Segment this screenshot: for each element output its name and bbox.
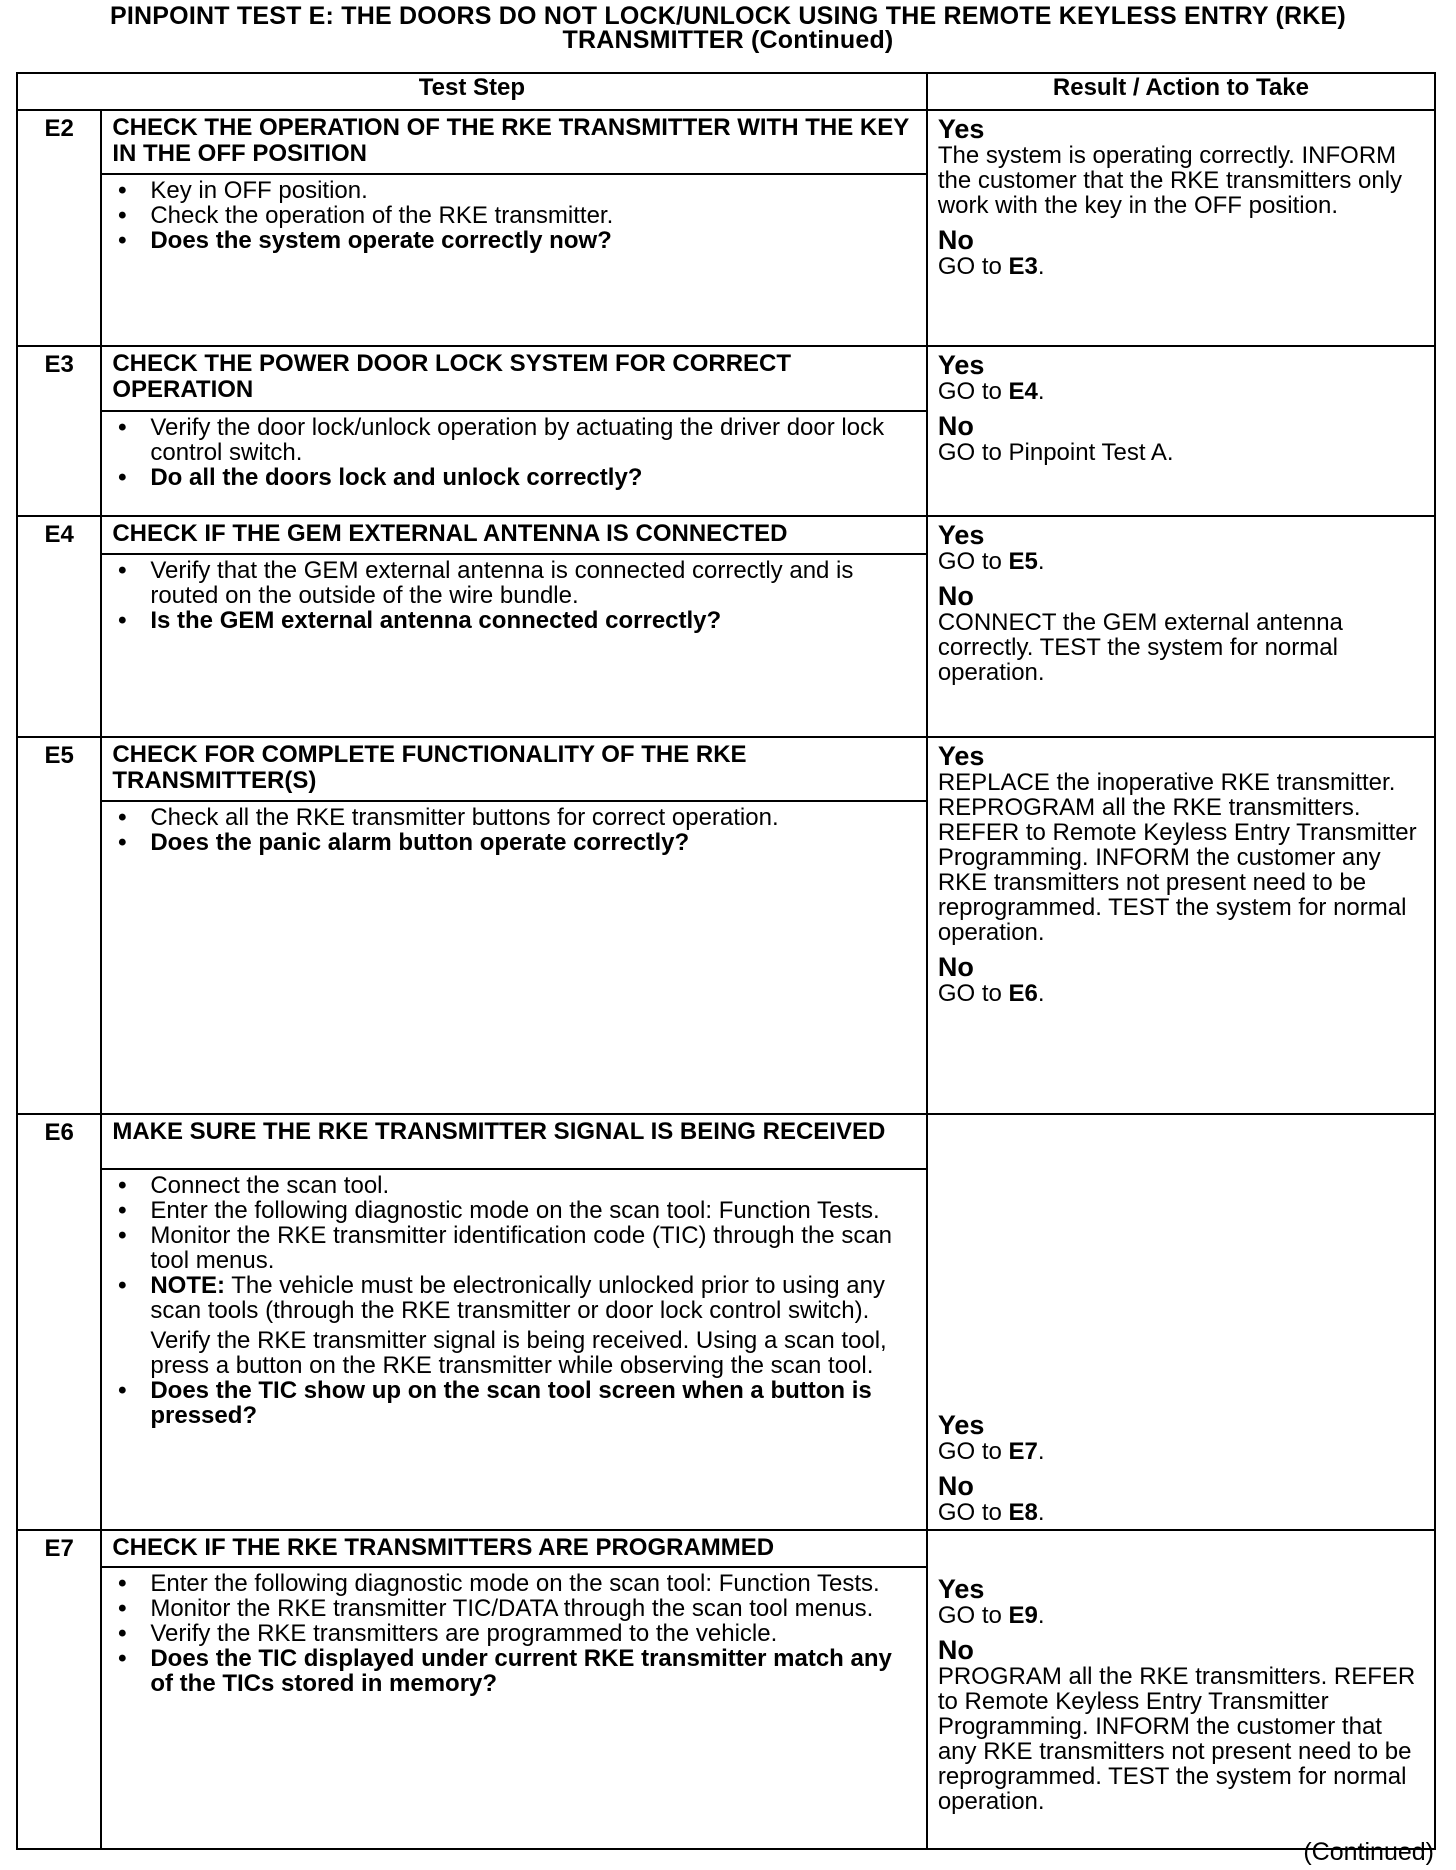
yes-label: Yes [937, 520, 985, 551]
step-heading: CHECK FOR COMPLETE FUNCTIONALITY OF THE RKE TRANSMITTER(S) [101, 737, 926, 802]
bullet-icon: • [118, 804, 127, 832]
no-action: GO to E6. [937, 979, 1045, 1007]
no-action: CONNECT the GEM external antenna correctly. TEST the system for normal operation. [937, 609, 1343, 687]
bullet-icon: • [118, 1570, 127, 1598]
yes-label: Yes [937, 350, 985, 381]
table-row [17, 346, 1435, 411]
bullet-icon: • [118, 1595, 127, 1623]
title-line-1: PINPOINT TEST E: THE DOORS DO NOT LOCK/UNLOCK USING THE REMOTE KEYLESS ENTRY (RKE) [110, 2, 1346, 30]
step-id: E7 [17, 1530, 101, 1849]
yes-action: REPLACE the inoperative RKE transmitter. REPROGRAM all the RKE transmitters. REFER to Remote Keyless Entry Transmitter Programming. INFORM the customer any RKE transmitters not present need to be reprogrammed. TEST the system for normal operation. [937, 768, 1417, 946]
list-item: • Verify the door lock/unlock operation by actuating the driver door lock control switch. [112, 415, 915, 465]
bullet-icon: • [118, 464, 127, 492]
no-action: GO to E3. [937, 252, 1045, 280]
yes-action: GO to E4. [937, 378, 1045, 406]
list-item: • Check all the RKE transmitter buttons for correct operation. [112, 805, 915, 830]
bullet-icon: • [118, 1376, 127, 1404]
no-action: GO to Pinpoint Test A. [937, 439, 1174, 467]
step-heading: CHECK THE OPERATION OF THE RKE TRANSMITTER WITH THE KEY IN THE OFF POSITION [101, 110, 926, 175]
no-label: No [937, 1634, 974, 1665]
yes-action: The system is operating correctly. INFORM the customer that the RKE transmitters only work with the key in the OFF position. [937, 141, 1403, 219]
step-result [927, 737, 1435, 1115]
table-row [17, 1530, 1435, 1568]
table-row [17, 1114, 1435, 1168]
list-item: • NOTE: The vehicle must be electronically unlocked prior to using any scan tools (through the RKE transmitter or door lock control switch). Verify the RKE transmitter signal is being received. Using a scan tool, press a button on the RKE transmitter while observing the scan tool. [112, 1273, 915, 1378]
bullet-icon: • [118, 557, 127, 585]
step-result [927, 110, 1435, 347]
no-label: No [937, 581, 974, 612]
bullet-icon: • [118, 1620, 127, 1648]
bullet-icon: • [118, 1271, 127, 1299]
yes-action: GO to E5. [937, 548, 1045, 576]
list-item: • Does the panic alarm button operate correctly? [112, 830, 915, 855]
list-item: • Does the system operate correctly now? [112, 228, 915, 253]
list-item: • Verify that the GEM external antenna is connected correctly and is routed on the outside of the wire bundle. [112, 558, 915, 608]
list-item: • Does the TIC displayed under current RKE transmitter match any of the TICs stored in memory? [112, 1646, 915, 1696]
bullet-icon: • [118, 1221, 127, 1249]
list-item: • Monitor the RKE transmitter TIC/DATA through the scan tool menus. [112, 1596, 915, 1621]
step-result [927, 516, 1435, 736]
table-row [17, 110, 1435, 175]
step-result [927, 1530, 1435, 1849]
no-label: No [937, 224, 974, 255]
table-header-row [17, 73, 1435, 110]
list-item: • Is the GEM external antenna connected correctly? [112, 608, 915, 633]
step-body [101, 1567, 926, 1849]
yes-label: Yes [937, 1409, 985, 1440]
bullet-icon: • [118, 829, 127, 857]
list-item: • Key in OFF position. [112, 178, 915, 203]
pinpoint-test-table [16, 72, 1436, 1850]
step-body [101, 411, 926, 516]
list-item: • Do all the doors lock and unlock correctly? [112, 465, 915, 490]
page-title [0, 4, 1456, 52]
step-result [927, 1114, 1435, 1529]
bullet-icon: • [118, 607, 127, 635]
step-body [101, 174, 926, 346]
title-line-2: TRANSMITTER (Continued) [562, 26, 894, 54]
step-id: E6 [17, 1114, 101, 1529]
no-label: No [937, 951, 974, 982]
table-row [17, 516, 1435, 554]
step-heading: CHECK IF THE GEM EXTERNAL ANTENNA IS CONNECTED [101, 516, 926, 554]
list-item: • Verify the RKE transmitters are programmed to the vehicle. [112, 1621, 915, 1646]
list-item: • Monitor the RKE transmitter identification code (TIC) through the scan tool menus. [112, 1223, 915, 1273]
step-heading: MAKE SURE THE RKE TRANSMITTER SIGNAL IS BEING RECEIVED [101, 1114, 926, 1168]
bullet-icon: • [118, 1645, 127, 1673]
step-body [101, 801, 926, 1114]
no-label: No [937, 411, 974, 442]
yes-label: Yes [937, 113, 985, 144]
table-row [17, 737, 1435, 802]
step-id: E3 [17, 346, 101, 516]
note-paragraph: Verify the RKE transmitter signal is being received. Using a scan tool, press a button on the RKE transmitter while observing the scan tool. [150, 1326, 887, 1379]
step-result [927, 346, 1435, 516]
step-body [101, 554, 926, 737]
no-label: No [937, 1470, 974, 1501]
no-action: GO to E8. [937, 1498, 1045, 1526]
yes-label: Yes [937, 1573, 985, 1604]
bullet-icon: • [118, 414, 127, 442]
bullet-icon: • [118, 1171, 127, 1199]
list-item: • Connect the scan tool. [112, 1173, 915, 1198]
yes-action: GO to E9. [937, 1601, 1045, 1629]
list-item: • Does the TIC show up on the scan tool screen when a button is pressed? [112, 1378, 915, 1428]
bullet-icon: • [118, 177, 127, 205]
step-id: E4 [17, 516, 101, 736]
bullet-icon: • [118, 202, 127, 230]
no-action: PROGRAM all the RKE transmitters. REFER to Remote Keyless Entry Transmitter Programming. INFORM the customer that any RKE transmitters not present need to be reprogrammed. TEST the system for normal operation. [937, 1662, 1416, 1815]
bullet-icon: • [118, 1196, 127, 1224]
list-item: • Enter the following diagnostic mode on the scan tool: Function Tests. [112, 1198, 915, 1223]
list-item: • Check the operation of the RKE transmitter. [112, 203, 915, 228]
header-result-action: Result / Action to Take [927, 73, 1435, 110]
step-id: E2 [17, 110, 101, 347]
continued-footer: (Continued) [1303, 1838, 1434, 1866]
step-id: E5 [17, 737, 101, 1115]
list-item: • Enter the following diagnostic mode on the scan tool: Function Tests. [112, 1571, 915, 1596]
step-heading: CHECK IF THE RKE TRANSMITTERS ARE PROGRAMMED [101, 1530, 926, 1568]
note-label: NOTE: [150, 1271, 226, 1299]
step-body [101, 1169, 926, 1530]
bullet-icon: • [118, 227, 127, 255]
header-test-step: Test Step [17, 73, 927, 110]
yes-action: GO to E7. [937, 1437, 1045, 1465]
yes-label: Yes [937, 740, 985, 771]
step-heading: CHECK THE POWER DOOR LOCK SYSTEM FOR CORRECT OPERATION [101, 346, 926, 411]
